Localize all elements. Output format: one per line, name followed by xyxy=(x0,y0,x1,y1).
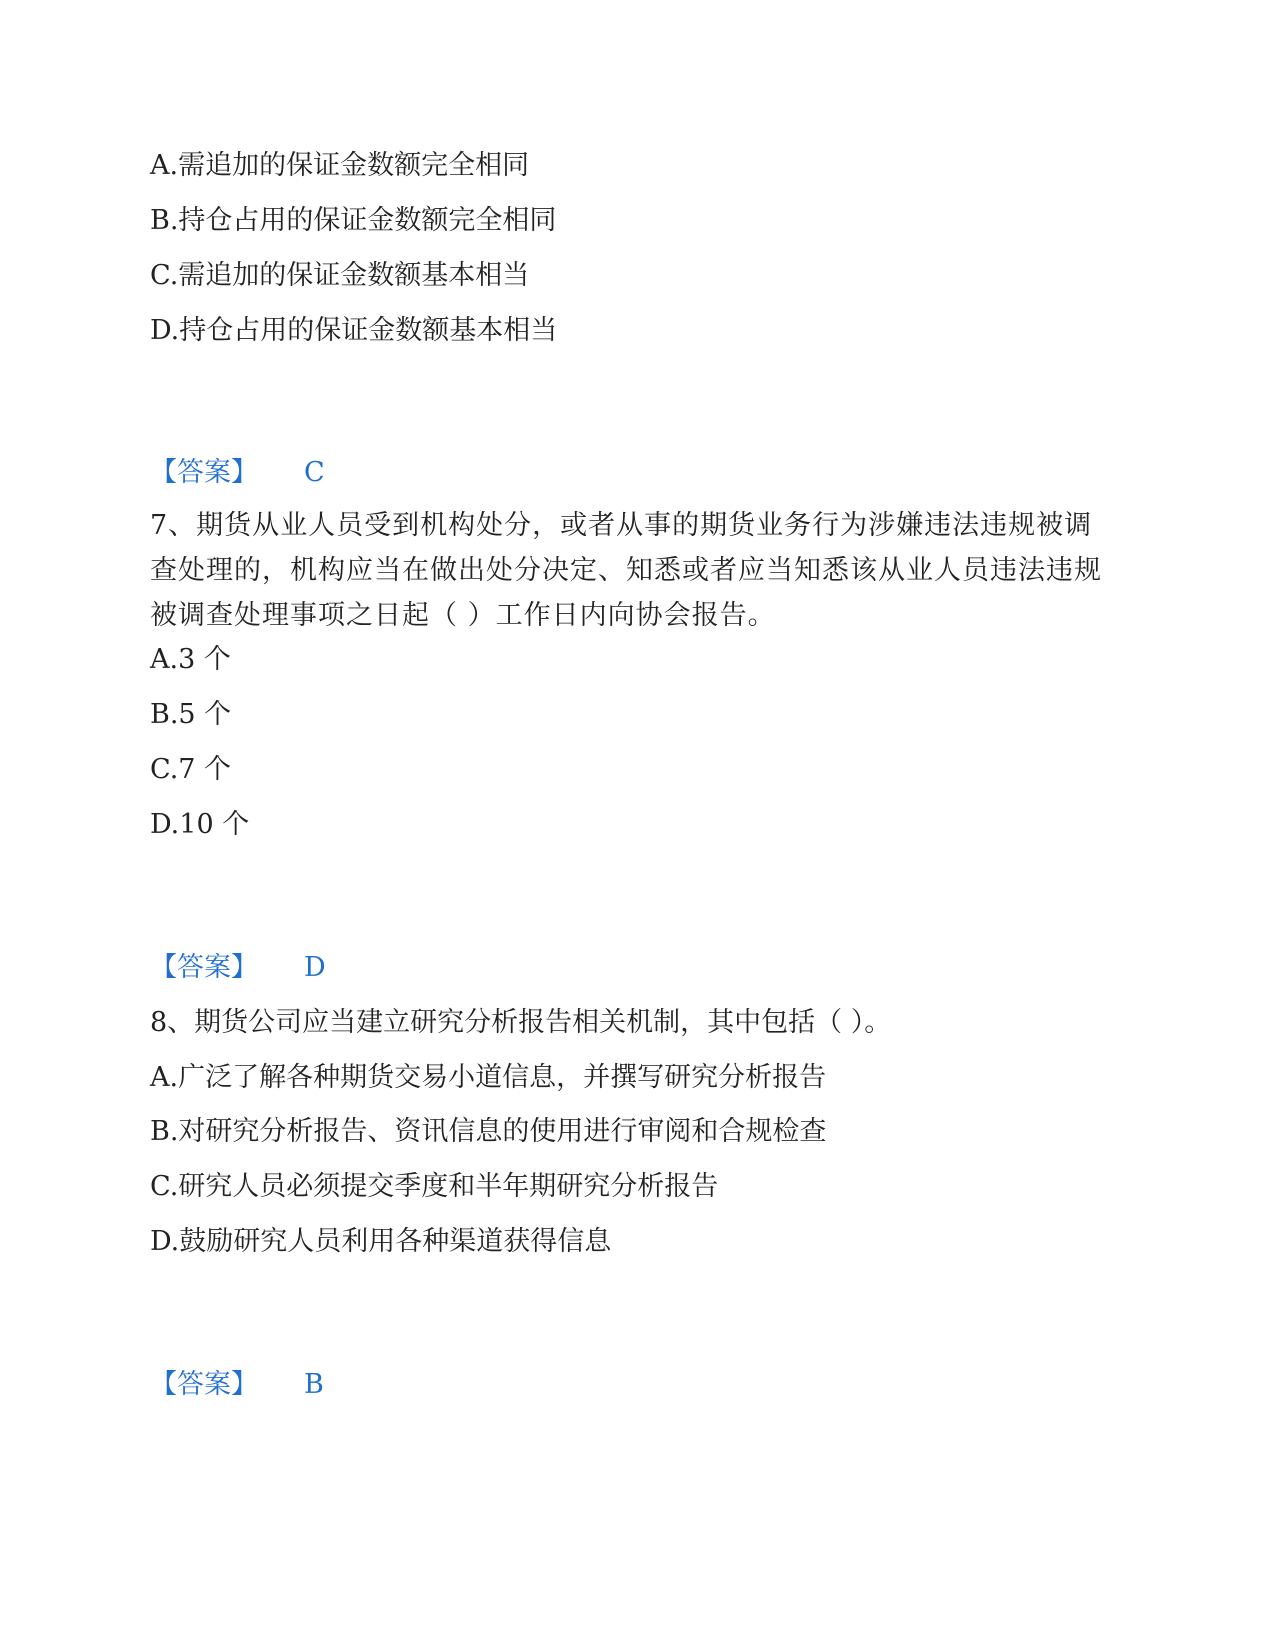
q8-answer-value: B xyxy=(304,1369,324,1400)
q8-option-d: D.鼓励研究人员利用各种渠道获得信息 xyxy=(150,1226,612,1257)
q7-stem: 7、期货从业人员受到机构处分，或者从事的期货业务行为涉嫌违法违规被调查处理的，机构应当在做出处分决定、知悉或者应当知悉该从业人员违法违规被调查处理事项之日起（ ）工作日内向协会报告。 xyxy=(150,510,1102,631)
q7-option-c: C.7 个 xyxy=(150,754,232,785)
q6-answer-label: 【答案】 xyxy=(150,457,258,488)
q6-option-b: B.持仓占用的保证金数额完全相同 xyxy=(150,205,557,236)
q7-option-a: A.3 个 xyxy=(150,644,231,675)
q8-option-b: B.对研究分析报告、资讯信息的使用进行审阅和合规检查 xyxy=(150,1116,827,1147)
q8-stem: 8、期货公司应当建立研究分析报告相关机制，其中包括（ ）。 xyxy=(150,1007,892,1038)
q6-option-a: A.需追加的保证金数额完全相同 xyxy=(150,150,530,181)
q6-answer-value: C xyxy=(304,457,325,488)
q6-option-c: C.需追加的保证金数额基本相当 xyxy=(150,260,530,291)
q7-option-d: D.10 个 xyxy=(150,809,250,840)
q8-option-a: A.广泛了解各种期货交易小道信息，并撰写研究分析报告 xyxy=(150,1062,827,1093)
q7-answer-label: 【答案】 xyxy=(150,952,258,983)
q8-answer-label: 【答案】 xyxy=(150,1369,258,1400)
q7-answer xyxy=(150,950,326,986)
q8-answer xyxy=(150,1367,324,1403)
q7-answer-value: D xyxy=(304,952,326,983)
q6-option-d: D.持仓占用的保证金数额基本相当 xyxy=(150,315,558,346)
q8-option-c: C.研究人员必须提交季度和半年期研究分析报告 xyxy=(150,1171,719,1202)
q6-answer xyxy=(150,455,325,491)
q7-option-b: B.5 个 xyxy=(150,699,232,730)
